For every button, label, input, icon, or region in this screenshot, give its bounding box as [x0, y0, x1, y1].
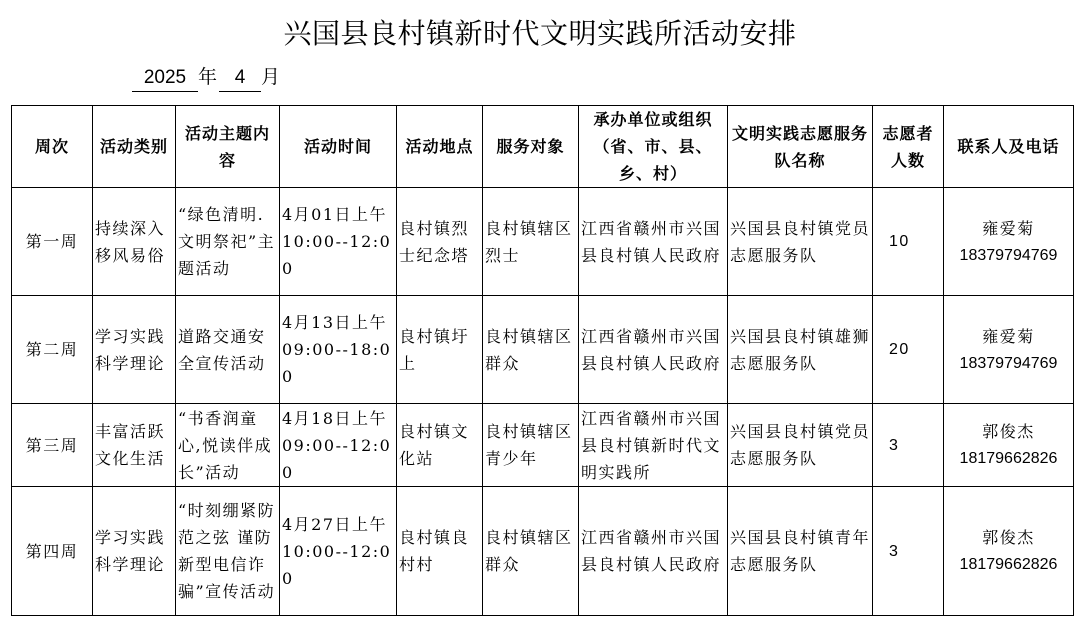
organizer-cell: 江西省赣州市兴国县良村镇新时代文明实践所: [579, 404, 728, 487]
organizer-cell: 江西省赣州市兴国县良村镇人民政府: [579, 188, 728, 296]
contact-cell: [944, 487, 1074, 616]
date-line: [132, 64, 282, 92]
header-target: 服务对象: [483, 106, 579, 188]
target-cell: 良村镇辖区群众: [483, 487, 579, 616]
header-team: 文明实践志愿服务队名称: [728, 106, 873, 188]
time-cell: 4月01日上午10:00--12:00: [280, 188, 397, 296]
contact-cell: [944, 404, 1074, 487]
volunteers-value: 3: [889, 436, 900, 454]
header-category: 活动类别: [93, 106, 176, 188]
week-cell: 第四周: [12, 487, 93, 616]
theme-cell: “绿色清明.文明祭祀”主题活动: [176, 188, 280, 296]
team-cell: 兴国县良村镇党员志愿服务队: [728, 404, 873, 487]
contact-name: 郭俊杰: [982, 528, 1035, 547]
header-week: 周次: [12, 106, 93, 188]
page-title: 兴国县良村镇新时代文明实践所活动安排: [283, 17, 797, 50]
schedule-table: [11, 105, 1074, 616]
contact-cell: [944, 296, 1074, 404]
header-contact: 联系人及电话: [944, 106, 1074, 188]
time-cell: 4月13日上午09:00--18:00: [280, 296, 397, 404]
year-value: 2025: [132, 65, 198, 92]
volunteers-cell: [873, 296, 944, 404]
header-time: 活动时间: [280, 106, 397, 188]
volunteers-value: 10: [889, 233, 910, 250]
week-cell: 第三周: [12, 404, 93, 487]
volunteers-value: 20: [889, 341, 910, 358]
volunteers-value: 3: [889, 542, 900, 560]
target-cell: 良村镇辖区群众: [483, 296, 579, 404]
place-cell: 良村镇文化站: [397, 404, 483, 487]
place-cell: 良村镇良村村: [397, 487, 483, 616]
contact-phone: 18179662826: [959, 556, 1058, 573]
category-cell: 学习实践科学理论: [93, 487, 176, 616]
volunteers-cell: [873, 188, 944, 296]
theme-cell: “时刻绷紧防范之弦 谨防新型电信诈骗”宣传活动: [176, 487, 280, 616]
time-cell: 4月27日上午10:00--12:00: [280, 487, 397, 616]
contact-name: 郭俊杰: [982, 422, 1035, 441]
place-cell: 良村镇烈士纪念塔: [397, 188, 483, 296]
table-row: [12, 296, 1074, 404]
table-row: [12, 487, 1074, 616]
month-unit: 月: [261, 66, 281, 88]
contact-phone: 18379794769: [959, 354, 1058, 372]
volunteers-cell: [873, 404, 944, 487]
header-volunteers: 志愿者人数: [873, 106, 944, 188]
theme-cell: 道路交通安全宣传活动: [176, 296, 280, 404]
header-row: [12, 106, 1074, 188]
theme-cell: “书香润童心,悦读伴成长”活动: [176, 404, 280, 487]
category-cell: 持续深入移风易俗: [93, 188, 176, 296]
team-cell: 兴国县良村镇党员志愿服务队: [728, 188, 873, 296]
week-cell: 第一周: [12, 188, 93, 296]
team-cell: 兴国县良村镇青年志愿服务队: [728, 487, 873, 616]
header-organizer: 承办单位或组织（省、市、县、乡、村）: [579, 106, 728, 188]
contact-phone: 18179662826: [959, 450, 1058, 467]
table-row: [12, 188, 1074, 296]
team-cell: 兴国县良村镇雄狮志愿服务队: [728, 296, 873, 404]
table-row: [12, 404, 1074, 487]
header-theme: 活动主题内容: [176, 106, 280, 188]
target-cell: 良村镇辖区青少年: [483, 404, 579, 487]
week-cell: 第二周: [12, 296, 93, 404]
contact-name: 雍爱菊: [982, 326, 1035, 346]
volunteers-cell: [873, 487, 944, 616]
contact-phone: 18379794769: [959, 246, 1058, 264]
organizer-cell: 江西省赣州市兴国县良村镇人民政府: [579, 296, 728, 404]
month-value: 4: [219, 65, 261, 92]
year-unit: 年: [198, 66, 218, 88]
place-cell: 良村镇圩上: [397, 296, 483, 404]
header-place: 活动地点: [397, 106, 483, 188]
contact-cell: [944, 188, 1074, 296]
organizer-cell: 江西省赣州市兴国县良村镇人民政府: [579, 487, 728, 616]
category-cell: 丰富活跃文化生活: [93, 404, 176, 487]
time-cell: 4月18日上午09:00--12:00: [280, 404, 397, 487]
category-cell: 学习实践科学理论: [93, 296, 176, 404]
target-cell: 良村镇辖区烈士: [483, 188, 579, 296]
contact-name: 雍爱菊: [982, 218, 1035, 238]
